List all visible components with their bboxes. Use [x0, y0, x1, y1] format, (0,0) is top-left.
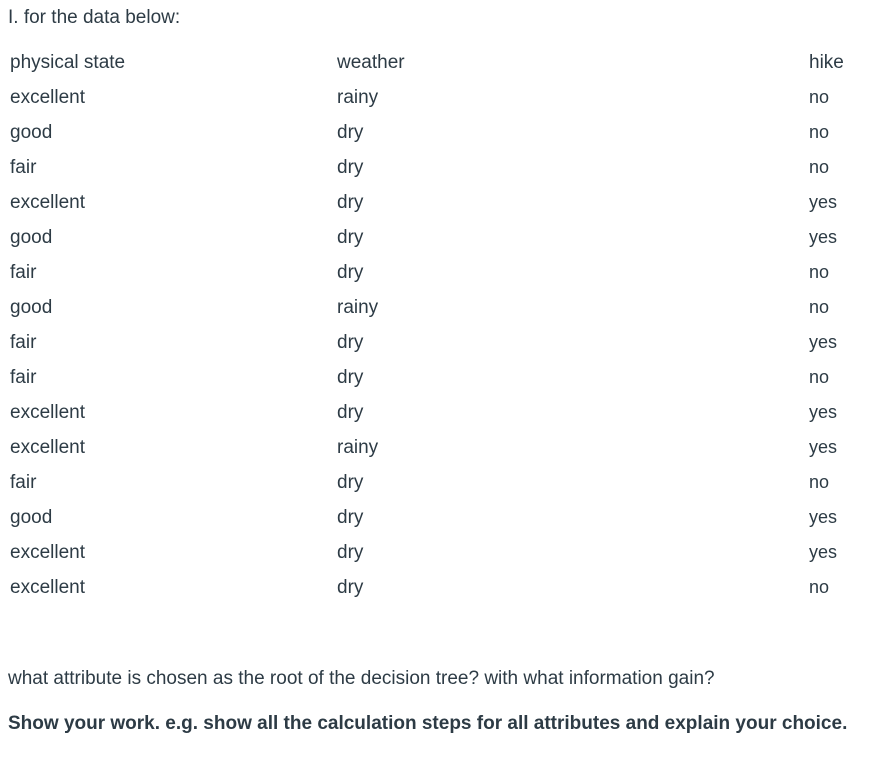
cell-hike: yes — [809, 542, 838, 562]
header-weather: weather — [337, 51, 405, 73]
table-row — [0, 290, 883, 325]
table-row — [0, 360, 883, 395]
cell-physical-state: good — [10, 226, 53, 248]
cell-weather: dry — [337, 401, 364, 423]
cell-physical-state: excellent — [10, 191, 85, 213]
cell-weather: rainy — [337, 436, 379, 458]
table-row — [0, 80, 883, 115]
cell-weather: dry — [337, 226, 364, 248]
cell-hike: no — [809, 297, 830, 317]
cell-hike: yes — [809, 332, 838, 352]
cell-physical-state: excellent — [10, 86, 85, 108]
table-header-row — [0, 45, 883, 80]
cell-hike: no — [809, 262, 830, 282]
table-row — [0, 220, 883, 255]
cell-hike: yes — [809, 437, 838, 457]
data-table — [0, 45, 883, 605]
cell-physical-state: fair — [10, 366, 37, 388]
cell-physical-state: excellent — [10, 436, 85, 458]
cell-weather: dry — [337, 506, 364, 528]
table-row — [0, 115, 883, 150]
header-hike: hike — [809, 51, 844, 73]
cell-physical-state: good — [10, 506, 53, 528]
question-text: what attribute is chosen as the root of the decision tree? with what information gain? — [8, 668, 715, 689]
cell-hike: no — [809, 472, 830, 492]
cell-hike: yes — [809, 507, 838, 527]
cell-hike: no — [809, 157, 830, 177]
cell-physical-state: excellent — [10, 401, 85, 423]
table-row — [0, 395, 883, 430]
cell-physical-state: good — [10, 296, 53, 318]
cell-weather: dry — [337, 191, 364, 213]
table-row — [0, 535, 883, 570]
cell-hike: yes — [809, 402, 838, 422]
page-heading: I. for the data below: — [8, 7, 181, 28]
table-row — [0, 325, 883, 360]
table-row — [0, 500, 883, 535]
cell-physical-state: good — [10, 121, 53, 143]
cell-hike: yes — [809, 227, 838, 247]
cell-physical-state: fair — [10, 261, 37, 283]
cell-weather: dry — [337, 331, 364, 353]
cell-physical-state: fair — [10, 331, 37, 353]
cell-physical-state: excellent — [10, 541, 85, 563]
cell-physical-state: excellent — [10, 576, 85, 598]
cell-weather: rainy — [337, 296, 379, 318]
cell-hike: no — [809, 87, 830, 107]
cell-weather: rainy — [337, 86, 379, 108]
cell-weather: dry — [337, 471, 364, 493]
cell-physical-state: fair — [10, 156, 37, 178]
cell-weather: dry — [337, 156, 364, 178]
cell-weather: dry — [337, 121, 364, 143]
cell-hike: no — [809, 122, 830, 142]
table-row — [0, 570, 883, 605]
cell-weather: dry — [337, 541, 364, 563]
cell-physical-state: fair — [10, 471, 37, 493]
cell-weather: dry — [337, 366, 364, 388]
cell-weather: dry — [337, 576, 364, 598]
cell-hike: no — [809, 577, 830, 597]
table-row — [0, 430, 883, 465]
table-row — [0, 255, 883, 290]
header-physical-state: physical state — [10, 51, 126, 73]
instruction-text: Show your work. e.g. show all the calculation steps for all attributes and explain your choice. — [8, 713, 848, 734]
table-row — [0, 185, 883, 220]
cell-weather: dry — [337, 261, 364, 283]
cell-hike: yes — [809, 192, 838, 212]
table-row — [0, 150, 883, 185]
cell-hike: no — [809, 367, 830, 387]
table-row — [0, 465, 883, 500]
